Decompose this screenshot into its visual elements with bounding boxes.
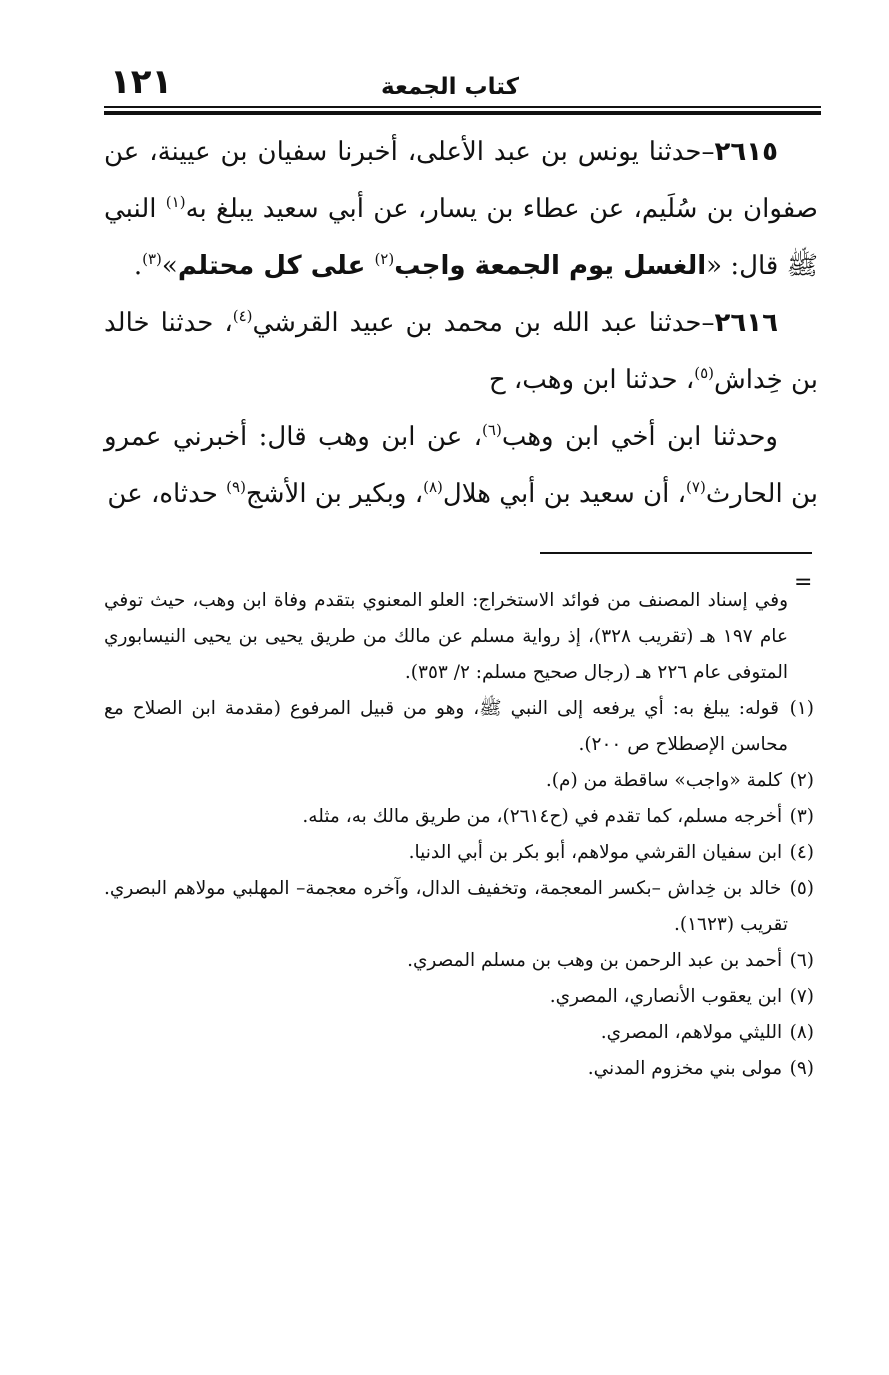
hadith-text: ، أن سعيد بن أبي هلال bbox=[442, 479, 687, 509]
footnote-4 bbox=[104, 835, 814, 871]
footnote-8 bbox=[104, 1015, 814, 1051]
footnote-text: كلمة «واجب» ساقطة من (م). bbox=[545, 770, 783, 791]
hadith-2616 bbox=[104, 295, 818, 409]
footnote-text: الليثي مولاهم، المصري. bbox=[600, 1022, 783, 1043]
hadith-text: حدثاه، عن bbox=[107, 479, 227, 509]
footnote-text: ابن يعقوب الأنصاري، المصري. bbox=[549, 986, 783, 1007]
footnote-6 bbox=[104, 943, 814, 979]
footnote-continuation: وفي إسناد المصنف من فوائد الاستخراج: العلو المعنوي بتقدم وفاة ابن وهب، حيث توفي عام ١٩٧ هـ (تقريب ٣٢٨)، إذ رواية مسلم عن مالك من طريق يحيى بن يحيى النيسابوري المتوفى عام ٢٢٦ هـ (رجال صحيح مسلم: ٢/ ٣٥٣). bbox=[104, 590, 788, 683]
footnote-text: ابن سفيان القرشي مولاهم، أبو بكر بن أبي الدنيا. bbox=[408, 842, 783, 863]
header-rule-thin bbox=[104, 106, 821, 108]
footnote-ref: (٣) bbox=[142, 250, 162, 268]
hadith-number: ٢٦١٦ bbox=[714, 308, 778, 338]
footnote-ref: (٩) bbox=[226, 478, 246, 496]
footnote-7 bbox=[104, 979, 814, 1015]
footnote-mark: (١) bbox=[789, 698, 814, 719]
footnote-continuation-mark: = bbox=[794, 570, 813, 595]
footnote-mark: (٣) bbox=[789, 806, 814, 827]
footnote-5 bbox=[104, 871, 814, 943]
footnote-mark: (٤) bbox=[789, 842, 814, 863]
footnote-mark: (٨) bbox=[789, 1022, 814, 1043]
hadith-end: . bbox=[133, 251, 143, 281]
footnote-text: أحمد بن عبد الرحمن بن وهب بن مسلم المصري. bbox=[407, 950, 783, 971]
footnote-3 bbox=[104, 799, 814, 835]
footnote-ref: (٥) bbox=[694, 364, 715, 382]
footnote-text: مولى بني مخزوم المدني. bbox=[587, 1058, 783, 1079]
footnote-1 bbox=[104, 691, 814, 763]
hadith-text: ، وبكير بن الأشج bbox=[245, 479, 424, 509]
footnote-separator bbox=[540, 552, 812, 554]
running-title: كتاب الجمعة bbox=[381, 74, 519, 100]
footnote-2 bbox=[104, 763, 814, 799]
footnote-mark: (٩) bbox=[789, 1058, 814, 1079]
footnote-mark: (٧) bbox=[789, 986, 814, 1007]
main-text bbox=[104, 124, 818, 523]
footnote-ref: (١) bbox=[165, 193, 186, 211]
footnote-text: قوله: يبلغ به: أي يرفعه إلى النبي ﷺ، وهو من قبيل المرفوع (مقدمة ابن الصلاح مع محاسن الإصطلاح ص ٢٠٠). bbox=[104, 698, 788, 755]
footnote-ref: (٤) bbox=[232, 307, 253, 325]
footnote-mark: (٢) bbox=[789, 770, 814, 791]
hadith-text: –حدثنا عبد الله بن محمد بن عبيد القرشي bbox=[252, 308, 715, 338]
hadith-text: النبي ﷺ قال: « bbox=[104, 194, 818, 281]
footnote-text: خالد بن خِداش –بكسر المعجمة، وتخفيف الدال، وآخره معجمة– المهلبي مولاهم البصري. تقريب (١٦٢٣). bbox=[104, 878, 788, 935]
footnote-9 bbox=[104, 1051, 814, 1087]
hadith-2616-second-chain bbox=[104, 409, 818, 523]
hadith-text: ، حدثنا خالد بن خِداش bbox=[104, 308, 818, 395]
quote-close: » bbox=[161, 251, 178, 281]
footnote-ref: (٦) bbox=[482, 421, 502, 439]
footnote-ref: (٢) bbox=[374, 250, 395, 268]
footnote-ref: (٧) bbox=[686, 478, 706, 496]
footnote-mark: (٥) bbox=[789, 878, 814, 899]
prophetic-saying: الغسل يوم الجمعة واجب bbox=[394, 251, 707, 281]
hadith-text: ، عن ابن وهب قال: أخبرني عمرو بن الحارث bbox=[104, 422, 818, 509]
prophetic-saying: على كل محتلم bbox=[177, 251, 375, 281]
hadith-text: ، حدثنا ابن وهب، ح bbox=[488, 365, 695, 395]
hadith-text: –حدثنا يونس بن عبد الأعلى، أخبرنا سفيان بن عيينة، عن صفوان بن سُلَيم، عن عطاء بن يسار، عن أبي سعيد يبلغ به bbox=[104, 137, 818, 224]
footnote-text: أخرجه مسلم، كما تقدم في (ح٢٦١٤)، من طريق مالك به، مثله. bbox=[302, 806, 783, 827]
footnote-mark: (٦) bbox=[789, 950, 814, 971]
hadith-2615 bbox=[104, 124, 818, 295]
page-number: ١٢١ bbox=[110, 62, 173, 102]
footnote-ref: (٨) bbox=[423, 478, 443, 496]
footnotes bbox=[104, 583, 814, 1087]
hadith-text: وحدثنا ابن أخي ابن وهب bbox=[501, 422, 778, 452]
hadith-number: ٢٦١٥ bbox=[714, 137, 778, 167]
header-rule-thick bbox=[104, 111, 821, 115]
